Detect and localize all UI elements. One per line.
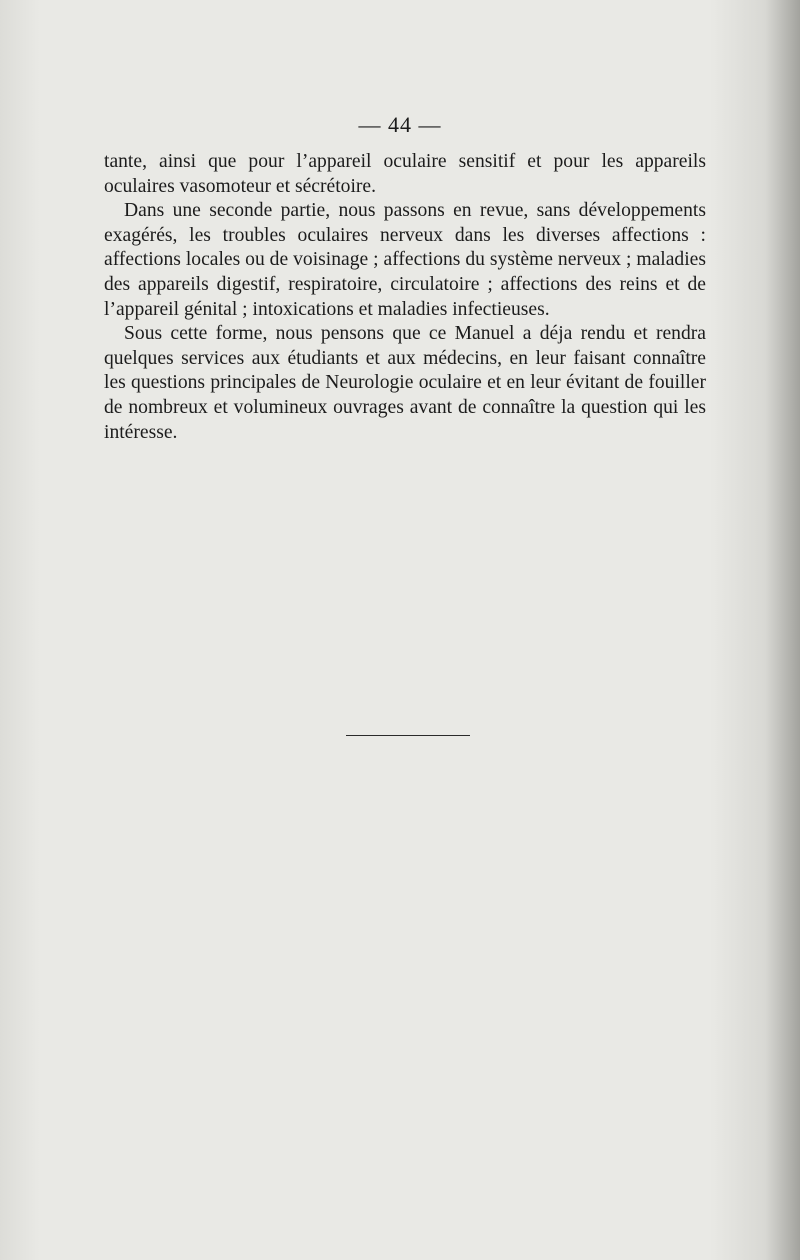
page-number: — 44 — xyxy=(358,112,442,137)
section-end-rule xyxy=(346,735,470,736)
paragraph-continuation: tante, ainsi que pour l’appareil oculaire sensitif et pour les appareils oculaires vasomoteur et sécrétoire. xyxy=(104,151,706,197)
body-text xyxy=(104,150,706,445)
paragraph-manual-purpose: Sous cette forme, nous pensons que ce Manuel a déja rendu et rendra quelques services aux étudiants et aux médecins, en leur faisant connaître les questions principales de Neurologie oculaire et en leur évitant de fouiller de nombreux et volumineux ouvrages avant de connaître la question qui les intéresse. xyxy=(104,323,706,443)
paragraph-second-part: Dans une seconde partie, nous passons en revue, sans développements exagérés, les troubles oculaires nerveux dans les diverses affections : affections locales ou de voisinage ; affections du système nerveux ; maladies des appareils digestif, respiratoire, circulatoire ; affections des reins et de l’appareil génital ; intoxications et maladies infectieuses. xyxy=(104,200,706,320)
